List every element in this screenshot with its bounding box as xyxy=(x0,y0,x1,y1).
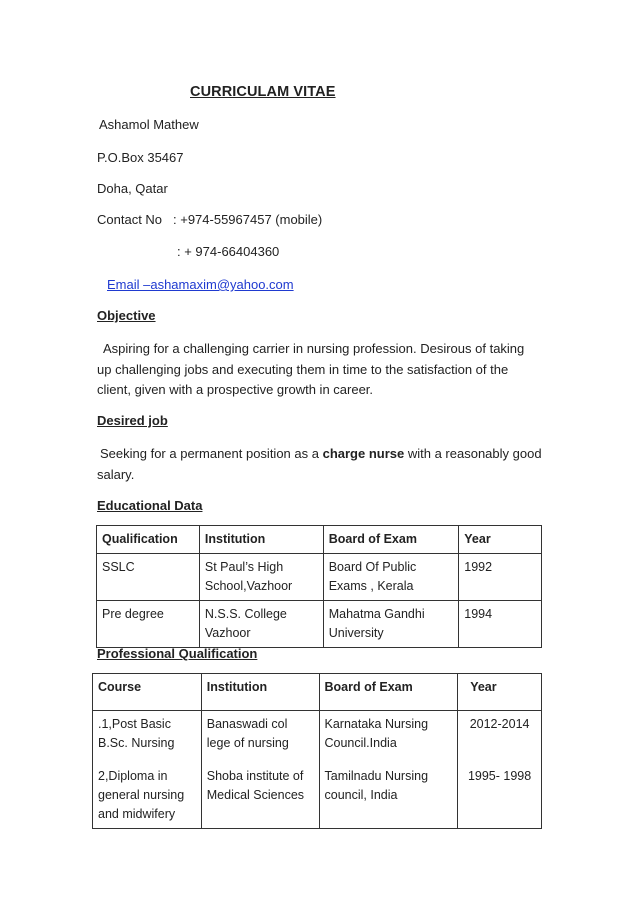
column-header: Course xyxy=(93,674,202,711)
table-cell: St Paul’s High School,Vazhoor xyxy=(199,554,323,601)
table-cell xyxy=(458,711,542,829)
objective-text xyxy=(97,339,542,401)
table-row xyxy=(97,554,542,601)
board-1: Karnataka Nursing Council.India xyxy=(324,717,429,750)
address-line-1: P.O.Box 35467 xyxy=(97,150,184,165)
column-header: Board of Exam xyxy=(319,674,458,711)
table-row xyxy=(93,711,542,829)
institution-1: Banaswadi col lege of nursing xyxy=(206,717,289,750)
contact-mobile: : +974-55967457 (mobile) xyxy=(173,212,323,227)
table-header-row xyxy=(93,674,542,711)
table-cell: 1994 xyxy=(459,601,542,648)
desired-job-highlight: charge nurse xyxy=(322,446,405,461)
column-header: Institution xyxy=(199,526,323,554)
educational-heading: Educational Data xyxy=(97,498,203,513)
desired-job-text-after: with a reasonably good salary. xyxy=(97,446,542,482)
objective-text-content: Aspiring for a challenging carrier in nursing profession. Desirous of taking up challenging jobs and executing them in time to the satisfaction of the client, given with a prospective growth in career. xyxy=(97,341,525,397)
institution-2: Shoba institute of Medical Sciences xyxy=(206,769,305,802)
table-cell: Pre degree xyxy=(97,601,200,648)
table-cell: SSLC xyxy=(97,554,200,601)
table-cell: 1992 xyxy=(459,554,542,601)
table-cell: Board Of Public Exams , Kerala xyxy=(323,554,459,601)
professional-heading: Professional Qualification xyxy=(97,646,258,661)
contact-label: Contact No xyxy=(97,212,163,227)
contact-alt: : + 974-66404360 xyxy=(177,244,280,259)
board-2: Tamilnadu Nursing council, India xyxy=(324,769,429,802)
column-header: Qualification xyxy=(97,526,200,554)
educational-table xyxy=(96,525,542,648)
column-header: Year xyxy=(458,674,542,711)
column-header: Board of Exam xyxy=(323,526,459,554)
desired-job-text-before: Seeking for a permanent position as a xyxy=(100,446,323,461)
table-row xyxy=(97,601,542,648)
objective-heading: Objective xyxy=(97,308,156,323)
table-cell: Mahatma Gandhi University xyxy=(323,601,459,648)
table-cell: N.S.S. College Vazhoor xyxy=(199,601,323,648)
table-cell xyxy=(319,711,458,829)
table-cell xyxy=(201,711,319,829)
name: Ashamol Mathew xyxy=(99,117,199,132)
address-line-2: Doha, Qatar xyxy=(97,181,168,196)
table-cell xyxy=(93,711,202,829)
column-header: Institution xyxy=(201,674,319,711)
year-2: 1995- 1998 xyxy=(467,769,532,783)
table-header-row xyxy=(97,526,542,554)
desired-job-text xyxy=(97,444,542,485)
email-link[interactable]: Email –ashamaxim@yahoo.com xyxy=(107,277,294,292)
professional-table xyxy=(92,673,542,829)
column-header: Year xyxy=(459,526,542,554)
desired-job-heading: Desired job xyxy=(97,413,168,428)
course-2: 2,Diploma in general nursing and midwifery xyxy=(98,769,185,821)
year-1: 2012-2014 xyxy=(469,717,530,731)
page-title: CURRICULAM VITAE xyxy=(190,84,336,100)
course-1: .1,Post Basic B.Sc. Nursing xyxy=(98,717,175,750)
